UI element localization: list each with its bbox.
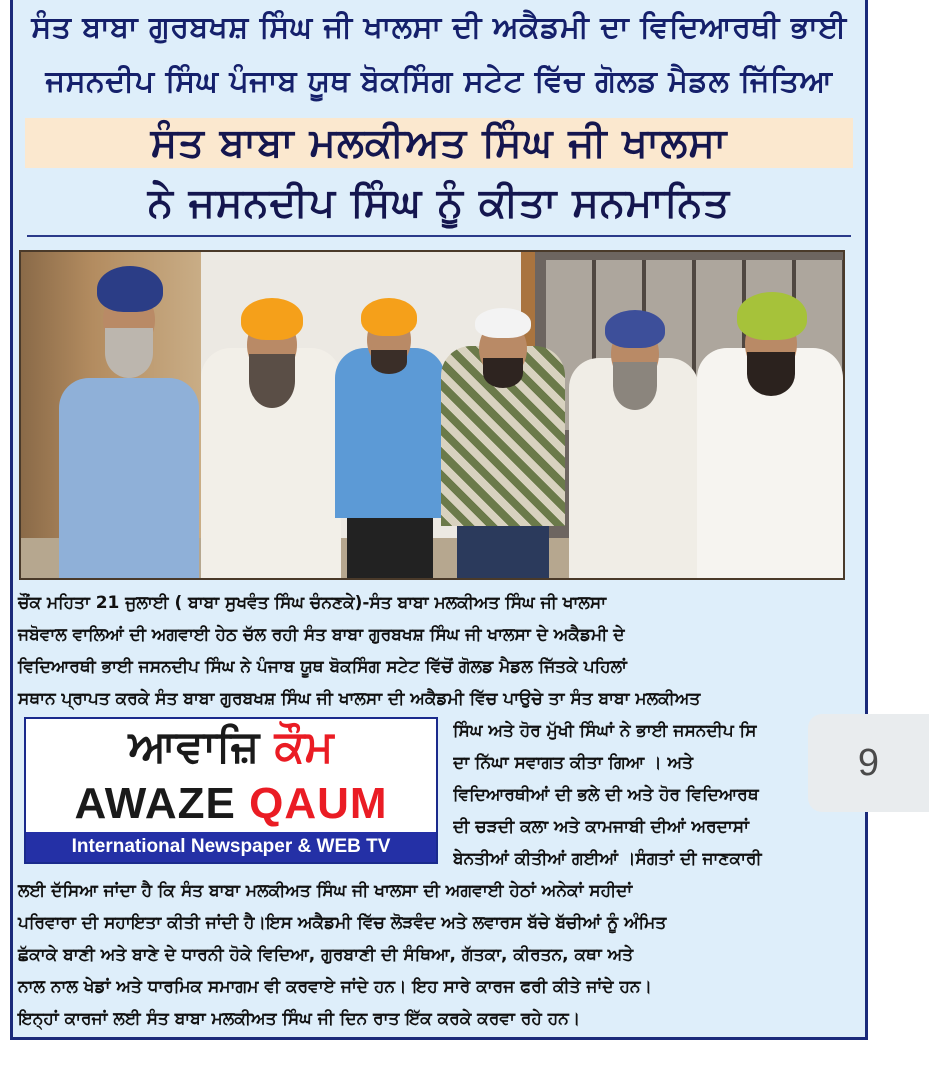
article-line-9: ਇਨ੍ਹਾਂ ਕਾਰਜਾਂ ਲਈ ਸੰਤ ਬਾਬਾ ਮਲਕੀਅਤ ਸਿੰਘ ਜੀ ਦਿਨ ਰਾਤ ਇੱਕ ਕਰਕੇ ਕਰਵਾ ਰਹੇ ਹਨ।: [18, 1009, 581, 1029]
article-side-line-4: ਦੀ ਚੜਦੀ ਕਲਾ ਅਤੇ ਕਾਮਜਾਬੀ ਦੀਆਂ ਅਰਦਾਸਾਂ: [453, 817, 749, 837]
person-6: [697, 278, 843, 578]
logo-english-title: [26, 779, 436, 829]
article-side-line-5: ਬੇਨਤੀਆਂ ਕੀਤੀਆਂ ਗਈਆਂ ।ਸੰਗਤਾਂ ਦੀ ਜਾਣਕਾਰੀ: [453, 849, 762, 869]
subheadline-line-2: ਨੇ ਜਸਨਦੀਪ ਸਿੰਘ ਨੂੰ ਕੀਤਾ ਸਨਮਾਨਿਤ: [147, 180, 731, 226]
article-line-3: ਵਿਦਿਆਰਥੀ ਭਾਈ ਜਸਨਦੀਪ ਸਿੰਘ ਨੇ ਪੰਜਾਬ ਯੂਥ ਬੋਕਸਿੰਗ ਸਟੇਟ ਵਿੱਚੋਂ ਗੋਲਡ ਮੈਡਲ ਜਿੱਤਕੇ ਪਹਿਲਾਂ: [18, 657, 627, 677]
awaze-qaum-logo: [24, 717, 438, 864]
article-side-line-1: ਸਿੰਘ ਅਤੇ ਹੋਰ ਮੁੱਖੀ ਸਿੰਘਾਂ ਨੇ ਭਾਈ ਜਸਨਦੀਪ ਸਿ: [453, 721, 757, 741]
logo-punjabi-part-1: ਆਵਾਜ਼ਿ: [128, 721, 260, 772]
article-line-4: ਸਥਾਨ ਪ੍ਰਾਪਤ ਕਰਕੇ ਸੰਤ ਬਾਬਾ ਗੁਰਬਖਸ਼ ਸਿੰਘ ਜੀ ਖਾਲਸਾ ਦੀ ਅਕੈਡਮੀ ਵਿੱਚ ਪਾਉਚੇ ਤਾ ਸੰਤ ਬਾਬਾ ਮਲਕੀਅਤ: [18, 689, 701, 709]
headline-line-2: ਜਸਨਦੀਪ ਸਿੰਘ ਪੰਜਾਬ ਯੂਥ ਬੋਕਸਿੰਗ ਸਟੇਟ ਵਿੱਚ ਗੋਲਡ ਮੈਡਲ ਜਿੱਤਿਆ: [45, 64, 833, 99]
article-line-6: ਪਰਿਵਾਰਾ ਦੀ ਸਹਾਇਤਾ ਕੀਤੀ ਜਾਂਦੀ ਹੈ।ਇਸ ਅਕੈਡਮੀ ਵਿੱਚ ਲੋੜਵੰਦ ਅਤੇ ਲਵਾਰਸ ਬੱਚੇ ਬੱਚੀਆਂ ਨੂੰ ਅੰਮਿਤ: [18, 913, 667, 933]
article-side-line-2: ਦਾ ਨਿੱਘਾ ਸਵਾਗਤ ਕੀਤਾ ਗਿਆ । ਅਤੇ: [453, 753, 693, 773]
person-3-boxer: [335, 278, 445, 578]
person-5: [569, 288, 699, 578]
person-1: [59, 258, 199, 578]
headline-line-1: ਸੰਤ ਬਾਬਾ ਗੁਰਬਖਸ਼ ਸਿੰਘ ਜੀ ਖਾਲਸਾ ਦੀ ਅਕੈਡਮੀ ਦਾ ਵਿਦਿਆਰਥੀ ਭਾਈ: [31, 10, 847, 45]
subheadline-line-1: ਸੰਤ ਬਾਬਾ ਮਲਕੀਅਤ ਸਿੰਘ ਜੀ ਖਾਲਸਾ: [150, 120, 728, 166]
logo-punjabi-part-2: ਕੌਮ: [274, 721, 334, 772]
article-line-2: ਜਬੋਵਾਲ ਵਾਲਿਆਂ ਦੀ ਅਗਵਾਈ ਹੇਠ ਚੱਲ ਰਹੀ ਸੰਤ ਬਾਬਾ ਗੁਰਬਖਸ਼ ਸਿੰਘ ਜੀ ਖਾਲਸਾ ਦੇ ਅਕੈਡਮੀ ਦੇ: [18, 625, 625, 645]
article-side-line-3: ਵਿਦਿਆਰਥੀਆਂ ਦੀ ਭਲੇ ਦੀ ਅਤੇ ਹੋਰ ਵਿਦਿਆਰਥ: [453, 785, 759, 805]
article-line-1: ਚੌਂਕ ਮਹਿਤਾ 21 ਜੁਲਾਈ ( ਬਾਬਾ ਸੁਖਵੰਤ ਸਿੰਘ ਚੰਨਣਕੇ)-ਸੰਤ ਬਾਬਾ ਮਲਕੀਅਤ ਸਿੰਘ ਜੀ ਖਾਲਸਾ: [18, 593, 607, 613]
news-photo: [19, 250, 845, 580]
article-line-7: ਛੱਕਾਕੇ ਬਾਣੀ ਅਤੇ ਬਾਣੇ ਦੇ ਧਾਰਨੀ ਹੋਕੇ ਵਿਦਿਆ, ਗੁਰਬਾਣੀ ਦੀ ਸੰਥਿਆ, ਗੱਤਕਾ, ਕੀਰਤਨ, ਕਥਾ ਅਤੇ: [18, 945, 634, 965]
article-line-5: ਲਈ ਦੱਸਿਆ ਜਾਂਦਾ ਹੈ ਕਿ ਸੰਤ ਬਾਬਾ ਮਲਕੀਅਤ ਸਿੰਘ ਜੀ ਖਾਲਸਾ ਦੀ ਅਗਵਾਈ ਹੇਠਾਂ ਅਨੇਕਾਂ ਸਹੀਦਾਂ: [18, 881, 633, 901]
headline-divider: [27, 235, 851, 237]
logo-tagline: International Newspaper & WEB TV: [26, 832, 436, 862]
person-2: [201, 278, 341, 578]
article-line-8: ਨਾਲ ਨਾਲ ਖੇਡਾਂ ਅਤੇ ਧਾਰਮਿਕ ਸਮਾਗਮ ਵੀ ਕਰਵਾਏ ਜਾਂਦੇ ਹਨ। ਇਹ ਸਾਰੇ ਕਾਰਜ ਫਰੀ ਕੀਤੇ ਜਾਂਦੇ ਹਨ।: [18, 977, 653, 997]
logo-english-part-2: QAUM: [249, 779, 388, 828]
person-4: [441, 288, 565, 578]
logo-english-part-1: AWAZE: [74, 779, 236, 828]
page-number-badge[interactable]: 9: [808, 714, 929, 812]
logo-punjabi-title: [26, 721, 436, 772]
